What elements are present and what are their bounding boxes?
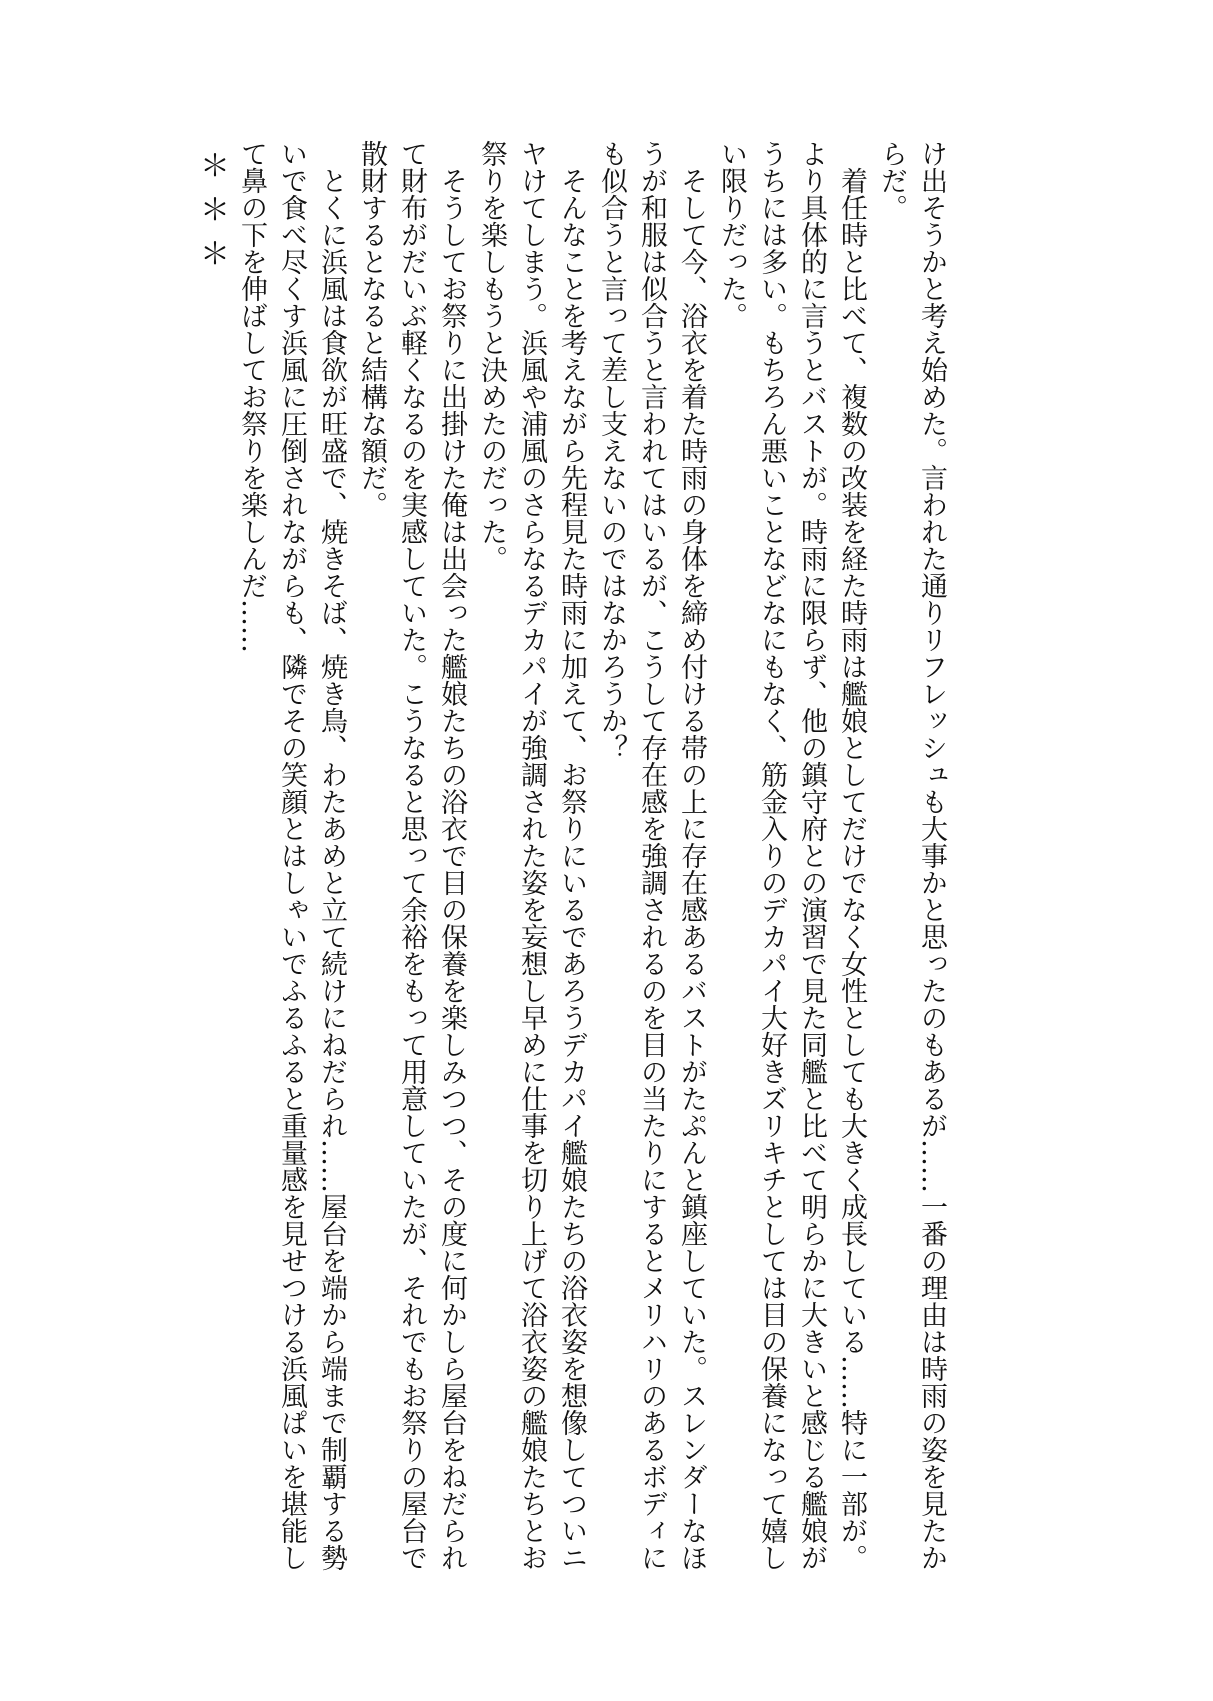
vertical-text-body bbox=[191, 140, 951, 1570]
text-line: そうしてお祭りに出掛けた俺は出会った艦娘たちの浴衣で目の保養を楽しみつつ、その度に何かしら屋台をねだられ bbox=[436, 140, 467, 1571]
text-line: も似合うと言って差し支えないのではなかろうか？ bbox=[596, 140, 627, 761]
text-line: い限りだった。 bbox=[716, 140, 747, 329]
text-line: 散財するとなると結構な額だ。 bbox=[356, 140, 387, 518]
text-line: らだ。 bbox=[876, 140, 907, 221]
text-line: より具体的に言うとバストが。時雨に限らず、他の鎮守府との演習で見た同艦と比べて明らかに大きいと感じる艦娘が bbox=[796, 140, 827, 1571]
text-line: て鼻の下を伸ばしてお祭りを楽しんだ…… bbox=[236, 140, 267, 653]
text-line: うちには多い。もちろん悪いことなどなにもなく、筋金入りのデカパイ大好きズリキチとしては目の保養になって嬉し bbox=[756, 140, 787, 1571]
text-line: 着任時と比べて、複数の改装を経た時雨は艦娘としてだけでなく女性としても大きく成長している……特に一部が。 bbox=[836, 140, 867, 1571]
text-line: そんなことを考えながら先程見た時雨に加えて、お祭りにいるであろうデカパイ艦娘たちの浴衣姿を想像してついニ bbox=[556, 140, 587, 1571]
text-line: 祭りを楽しもうと決めたのだった。 bbox=[476, 140, 507, 572]
text-line: いで食べ尽くす浜風に圧倒されながらも、隣でその笑顔とはしゃいでふるふると重量感を見せつける浜風ぱいを堪能し bbox=[276, 140, 307, 1571]
text-line: うが和服は似合うと言われてはいるが、こうして存在感を強調されるのを目の当たりにするとメリハリのあるボディに bbox=[636, 140, 667, 1571]
scene-break-separator: ＊＊＊ bbox=[194, 150, 229, 282]
text-line: け出そうかと考え始めた。言われた通りリフレッシュも大事かと思ったのもあるが……一番の理由は時雨の姿を見たか bbox=[916, 140, 947, 1571]
text-line: そして今、浴衣を着た時雨の身体を締め付ける帯の上に存在感あるバストがたぷんと鎮座していた。スレンダーなほ bbox=[676, 140, 707, 1571]
text-line: て財布がだいぶ軽くなるのを実感していた。こうなると思って余裕をもって用意していたが、それでもお祭りの屋台で bbox=[396, 140, 427, 1571]
text-line: とくに浜風は食欲が旺盛で、焼きそば、焼き鳥、わたあめと立て続けにねだられ……屋台を端から端まで制覇する勢 bbox=[316, 140, 347, 1571]
text-line: ヤけてしまう。浜風や浦風のさらなるデカパイが強調された姿を妄想し早めに仕事を切り上げて浴衣姿の艦娘たちとお bbox=[516, 140, 547, 1571]
